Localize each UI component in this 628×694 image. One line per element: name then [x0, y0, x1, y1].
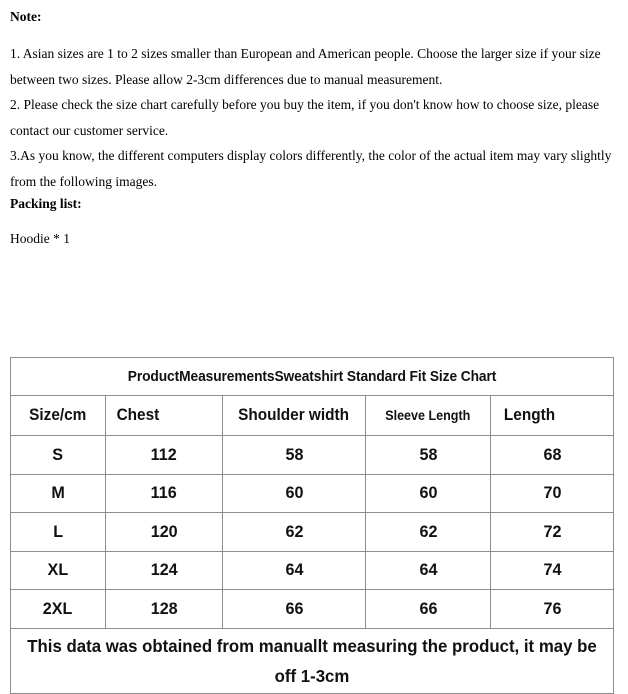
value-shoulder: 58 — [285, 444, 303, 464]
header-cell-sleeve-length — [366, 396, 491, 436]
value-size: 2XL — [43, 598, 73, 618]
table-row — [11, 590, 614, 629]
note-line: 1. Asian sizes are 1 to 2 sizes smaller than European and American people. Choose the larger size if your size between two sizes. Please allow 2-3cm differences due to manual measurement. — [10, 46, 601, 87]
cell-chest — [106, 436, 223, 475]
cell-shoulder — [223, 513, 366, 552]
value-sleeve: 66 — [419, 598, 437, 618]
header-cell-shoulder-width — [223, 396, 366, 436]
cell-length — [491, 590, 614, 629]
table-row — [11, 551, 614, 590]
value-chest: 112 — [150, 444, 178, 464]
cell-shoulder — [223, 590, 366, 629]
size-chart-header-row — [11, 396, 614, 436]
size-chart-table — [10, 357, 614, 694]
size-chart-title-cell — [11, 358, 614, 396]
cell-sleeve — [366, 513, 491, 552]
header-cell-length — [491, 396, 614, 436]
cell-size — [11, 436, 106, 475]
notes-list — [10, 41, 616, 194]
cell-chest — [106, 474, 223, 513]
cell-sleeve — [366, 590, 491, 629]
value-size: S — [52, 444, 64, 464]
value-sleeve: 64 — [419, 560, 437, 580]
notes-heading: Note: — [10, 9, 42, 24]
value-shoulder: 62 — [285, 521, 303, 541]
note-line: 3.As you know, the different computers display colors differently, the color of the actual item may vary slightly from the following images. — [10, 148, 612, 189]
value-length: 70 — [543, 483, 561, 503]
packing-list-heading: Packing list: — [10, 196, 82, 211]
size-chart-footer-row — [11, 628, 614, 693]
value-chest: 124 — [150, 560, 178, 580]
cell-size — [11, 513, 106, 552]
table-row — [11, 513, 614, 552]
value-size: L — [53, 521, 63, 541]
cell-shoulder — [223, 474, 366, 513]
value-size: M — [51, 483, 65, 503]
cell-size — [11, 551, 106, 590]
value-shoulder: 60 — [285, 483, 303, 503]
cell-chest — [106, 590, 223, 629]
notes-section — [10, 0, 616, 194]
packing-list-section — [10, 193, 616, 250]
value-chest: 128 — [150, 598, 178, 618]
header-label-sleeve-length: Sleeve Length — [385, 408, 471, 423]
header-cell-size — [11, 396, 106, 436]
value-size: XL — [47, 560, 69, 580]
size-chart-section — [10, 357, 613, 694]
size-chart-title: ProductMeasurementsSweatshirt Standard Fit Size Chart — [127, 368, 497, 385]
cell-length — [491, 436, 614, 475]
value-chest: 116 — [150, 483, 178, 503]
cell-size — [11, 590, 106, 629]
table-row — [11, 436, 614, 475]
header-cell-chest — [106, 396, 223, 436]
notes-spacer — [10, 30, 616, 41]
value-sleeve: 60 — [419, 483, 437, 503]
cell-length — [491, 551, 614, 590]
cell-shoulder — [223, 551, 366, 590]
cell-length — [491, 513, 614, 552]
value-length: 76 — [543, 598, 561, 618]
cell-size — [11, 474, 106, 513]
value-shoulder: 64 — [285, 560, 303, 580]
table-row — [11, 474, 614, 513]
size-chart-footer-cell — [11, 628, 614, 693]
header-label-shoulder-width: Shoulder width — [238, 406, 350, 424]
packing-list-item: Hoodie * 1 — [10, 231, 70, 246]
header-label-chest: Chest — [116, 406, 160, 424]
cell-chest — [106, 551, 223, 590]
header-label-size: Size/cm — [29, 406, 87, 424]
cell-shoulder — [223, 436, 366, 475]
header-label-length: Length — [503, 406, 556, 424]
value-length: 74 — [543, 560, 561, 580]
value-sleeve: 62 — [419, 521, 437, 541]
cell-length — [491, 474, 614, 513]
cell-sleeve — [366, 474, 491, 513]
value-chest: 120 — [150, 521, 178, 541]
cell-sleeve — [366, 436, 491, 475]
value-shoulder: 66 — [285, 598, 303, 618]
value-length: 72 — [543, 521, 561, 541]
size-chart-title-row — [11, 358, 614, 396]
value-length: 68 — [543, 444, 561, 464]
note-line: 2. Please check the size chart carefully before you buy the item, if you don't know how to choose size, please contact our customer service. — [10, 97, 600, 138]
value-sleeve: 58 — [419, 444, 437, 464]
cell-chest — [106, 513, 223, 552]
size-chart-footer-text: This data was obtained from manuallt measuring the product, it may be off 1-3cm — [27, 635, 597, 686]
cell-sleeve — [366, 551, 491, 590]
